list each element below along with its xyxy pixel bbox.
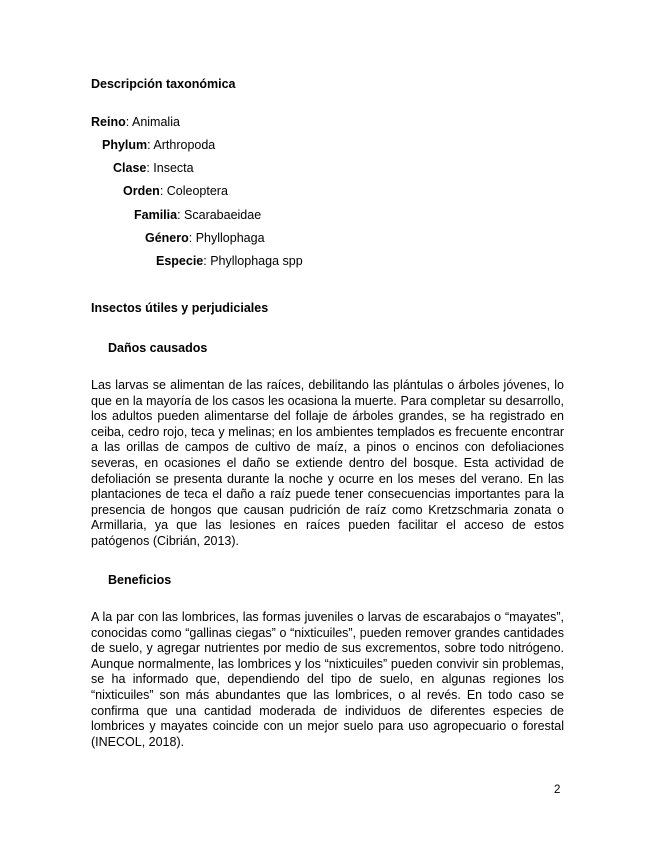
- taxonomy-rank-family: [134, 208, 261, 223]
- rank-value: : Coleoptera: [159, 184, 228, 198]
- damage-paragraph: Las larvas se alimentan de las raíces, debilitando las plántulas o árboles jóvenes, lo que en la mayoría de los casos les ocasiona la muerte. Para completar su desarrollo, los adultos pueden alimentarse del follaje de árboles grandes, se ha registrado en ceiba, cedro rojo, teca y melinas; en los ambientes templados es frecuente encontrar a las orillas de campos de cultivo de maíz, a pinos o encinos con defoliaciones severas, en ocasiones el daño se extiende dentro del bosque. Esta actividad de defoliación se presenta durante la noche y ocurre en los meses del verano. En las plantaciones de teca el daño a raíz puede tener consecuencias importantes para la presencia de hongos que causan pudrición de raíz como Kretzschmaria zonata o Armillaria, ya que las lesiones en raíces pueden facilitar el acceso de estos patógenos (Cibrián, 2013).: [91, 378, 564, 548]
- taxonomy-rank-phylum: [102, 138, 215, 153]
- taxonomy-rank-order: [123, 184, 228, 199]
- rank-label: Orden: [123, 184, 160, 198]
- damage-heading: Daños causados: [108, 341, 208, 355]
- rank-value: : Animalia: [125, 115, 180, 129]
- rank-label: Reino: [91, 115, 126, 129]
- rank-value: : Scarabaeidae: [177, 208, 262, 222]
- insects-heading: Insectos útiles y perjudiciales: [91, 301, 269, 315]
- rank-value: : Insecta: [146, 161, 194, 175]
- rank-value: : Arthropoda: [147, 138, 216, 152]
- benefits-heading: Beneficios: [108, 573, 172, 587]
- taxonomy-rank-kingdom: [91, 115, 180, 130]
- taxonomy-rank-genus: [145, 231, 265, 246]
- page-number: 2: [554, 784, 561, 796]
- taxonomy-rank-class: [113, 161, 194, 176]
- rank-label: Especie: [156, 254, 204, 268]
- rank-label: Familia: [134, 208, 178, 222]
- rank-value: : Phyllophaga: [188, 231, 265, 245]
- rank-label: Clase: [113, 161, 147, 175]
- taxonomy-rank-species: [156, 254, 303, 269]
- taxonomy-heading: Descripción taxonómica: [91, 77, 236, 91]
- benefits-paragraph: A la par con las lombrices, las formas juveniles o larvas de escarabajos o “mayates”, conocidas como “gallinas ciegas” o “nixticuiles”, pueden remover grandes cantidades de suelo, y agregar nutrientes por medio de sus excrementos, sobre todo nitrógeno. Aunque normalmente, las lombrices y los “nixticuiles” pueden convivir sin problemas, se ha informado que, dependiendo del tipo de suelo, en algunas regiones los “nixticuiles” son más abundantes que las lombrices, o al revés. En todo caso se confirma que una cantidad moderada de individuos de diferentes especies de lombrices y mayates coincide con un mejor suelo para uso agropecuario o forestal (INECOL, 2018).: [91, 610, 564, 749]
- rank-value: : Phyllophaga spp: [203, 254, 303, 268]
- rank-label: Phylum: [102, 138, 148, 152]
- rank-label: Género: [145, 231, 189, 245]
